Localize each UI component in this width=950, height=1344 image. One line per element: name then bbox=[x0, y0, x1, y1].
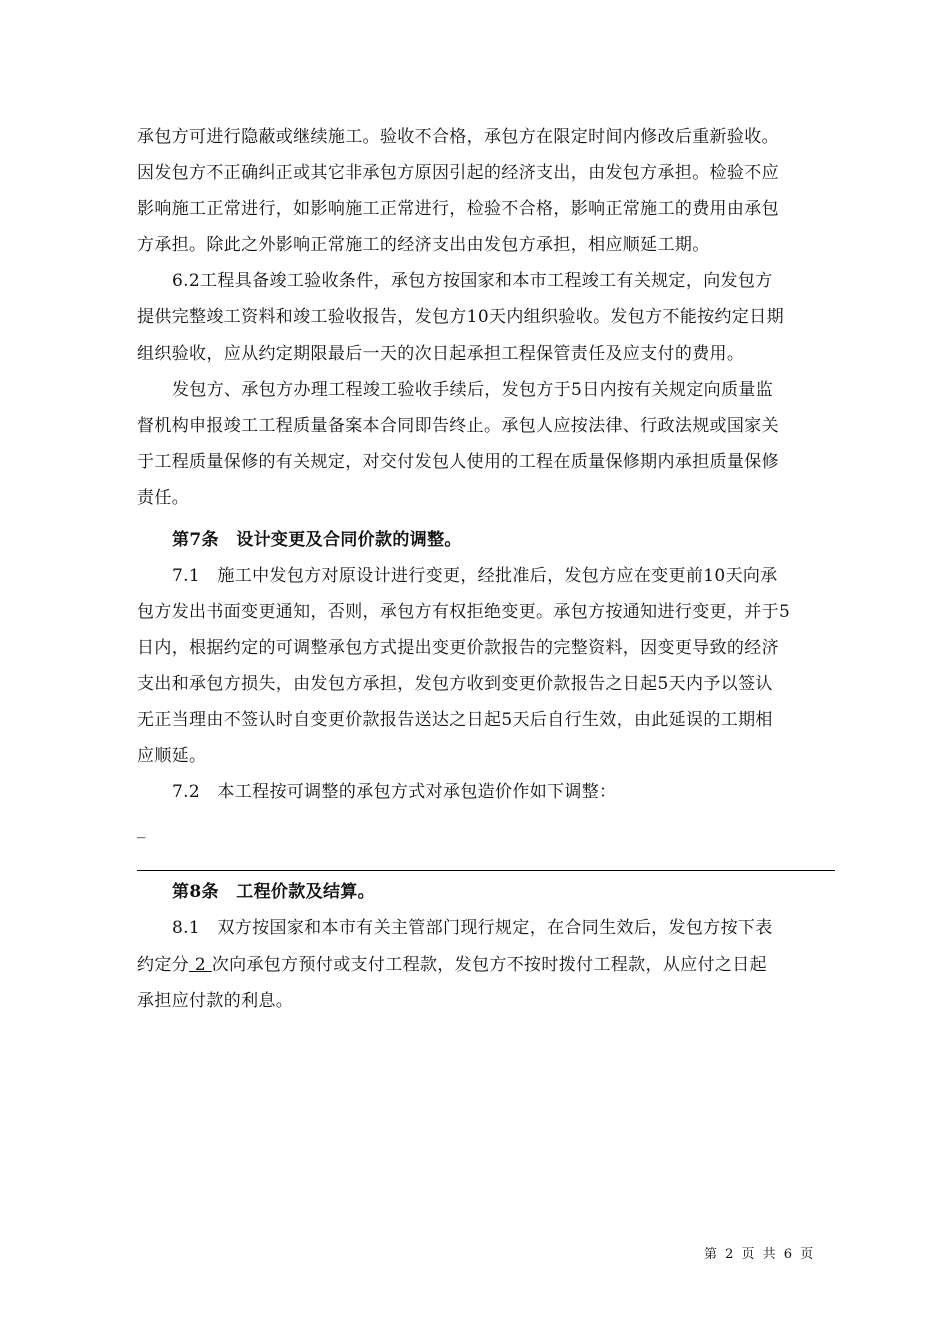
body-line: 支出和承包方损失，由发包方承担，发包方收到变更价款报告之日起5天内予以签认 bbox=[137, 674, 773, 694]
payment-count-value: 2 bbox=[189, 955, 212, 975]
section-heading-7: 第7条 设计变更及合同价款的调整。 bbox=[172, 530, 462, 550]
body-line: 承包方可进行隐蔽或继续施工。验收不合格，承包方在限定时间内修改后重新验收。 bbox=[137, 127, 779, 147]
clause-7-1-line: 7.1 施工中发包方对原设计进行变更，经批准后，发包方应在变更前10天向承 bbox=[172, 566, 778, 586]
body-line: 责任。 bbox=[137, 488, 190, 508]
body-line: 督机构申报竣工工程质量备案本合同即告终止。承包人应按法律、行政法规或国家关 bbox=[137, 416, 779, 436]
fill-in-rule bbox=[137, 870, 835, 871]
body-line: 提供完整竣工资料和竣工验收报告，发包方10天内组织验收。发包方不能按约定日期 bbox=[137, 307, 784, 327]
section-heading-8: 第8条 工程价款及结算。 bbox=[172, 882, 376, 902]
page-number: 第 2 页 共 6 页 bbox=[704, 1247, 816, 1262]
body-line: 应顺延。 bbox=[137, 746, 207, 766]
payment-count-line bbox=[137, 955, 837, 975]
body-text: 次向承包方预付或支付工程款，发包方不按时拨付工程款，从应付之日起 bbox=[211, 955, 767, 975]
clause-7-2-line: 7.2 本工程按可调整的承包方式对承包造价作如下调整： bbox=[172, 782, 617, 802]
body-line: 发包方、承包方办理工程竣工验收手续后，发包方于5日内按有关规定向质量监 bbox=[172, 380, 774, 400]
body-line: 包方发出书面变更通知，否则，承包方有权拒绝变更。承包方按通知进行变更，并于5 bbox=[137, 602, 791, 622]
body-line: 承担应付款的利息。 bbox=[137, 991, 294, 1011]
clause-8-1-line: 8.1 双方按国家和本市有关主管部门现行规定，在合同生效后，发包方按下表 bbox=[172, 918, 773, 938]
blank-marker: _ bbox=[137, 819, 146, 839]
body-line: 因发包方不正确纠正或其它非承包方原因引起的经济支出，由发包方承担。检验不应 bbox=[137, 163, 779, 183]
clause-6-2-line: 6.2工程具备竣工验收条件，承包方按国家和本市工程竣工有关规定，向发包方 bbox=[172, 271, 773, 291]
body-line: 无正当理由不签认时自变更价款报告送达之日起5天后自行生效，由此延误的工期相 bbox=[137, 710, 773, 730]
body-line: 于工程质量保修的有关规定，对交付发包人使用的工程在质量保修期内承担质量保修 bbox=[137, 452, 779, 472]
body-line: 方承担。除此之外影响正常施工的经济支出由发包方承担，相应顺延工期。 bbox=[137, 235, 710, 255]
body-text: 约定分 bbox=[137, 955, 190, 975]
body-line: 组织验收，应从约定期限最后一天的次日起承担工程保管责任及应支付的费用。 bbox=[137, 344, 745, 364]
body-line: 影响施工正常进行，如影响施工正常进行，检验不合格，影响正常施工的费用由承包 bbox=[137, 199, 779, 219]
body-line: 日内，根据约定的可调整承包方式提出变更价款报告的完整资料，因变更导致的经济 bbox=[137, 638, 779, 658]
